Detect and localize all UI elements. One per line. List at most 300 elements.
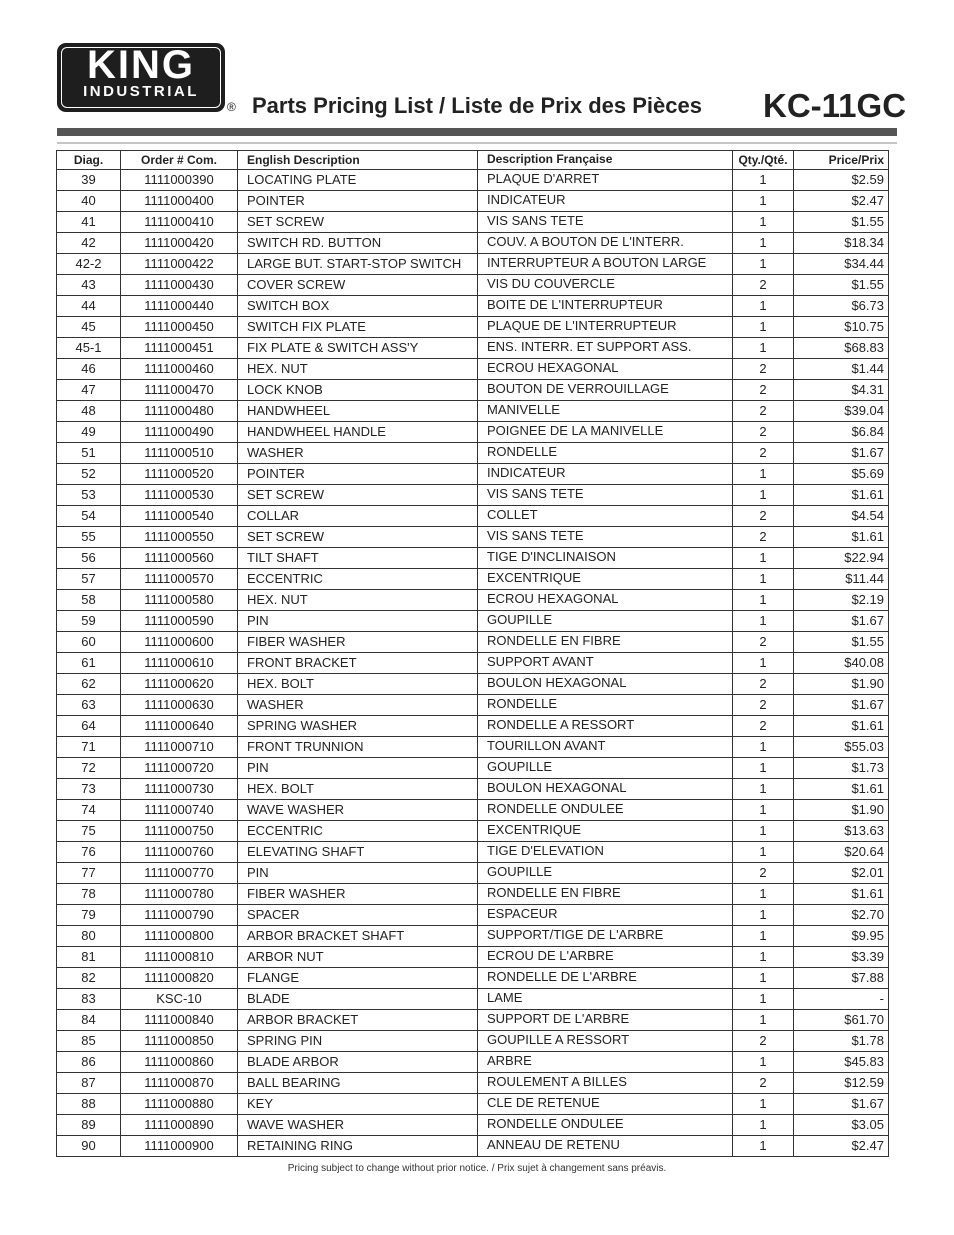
cell-french-description: INDICATEUR (478, 464, 733, 485)
cell-english-description: WAVE WASHER (238, 800, 478, 821)
cell-qty: 2 (733, 380, 794, 401)
cell-diag: 42 (57, 233, 121, 254)
cell-qty: 1 (733, 611, 794, 632)
cell-price: $1.90 (794, 800, 889, 821)
table-row (57, 464, 889, 485)
table-row (57, 569, 889, 590)
cell-diag: 39 (57, 170, 121, 191)
cell-order-number: 1111000510 (121, 443, 238, 464)
cell-order-number: 1111000490 (121, 422, 238, 443)
cell-diag: 89 (57, 1115, 121, 1136)
col-header-order: Order # Com. (121, 151, 238, 170)
cell-french-description: BOUTON DE VERROUILLAGE (478, 380, 733, 401)
cell-french-description: PLAQUE D'ARRET (478, 170, 733, 191)
table-row (57, 233, 889, 254)
cell-price: $11.44 (794, 569, 889, 590)
cell-order-number: 1111000540 (121, 506, 238, 527)
cell-price: $45.83 (794, 1052, 889, 1073)
cell-price: $2.70 (794, 905, 889, 926)
table-row (57, 1052, 889, 1073)
cell-qty: 1 (733, 884, 794, 905)
cell-order-number: 1111000580 (121, 590, 238, 611)
cell-french-description: GOUPILLE (478, 611, 733, 632)
cell-diag: 87 (57, 1073, 121, 1094)
cell-english-description: HANDWHEEL HANDLE (238, 422, 478, 443)
cell-french-description: TIGE D'ELEVATION (478, 842, 733, 863)
parts-table-body (57, 170, 889, 1157)
cell-qty: 2 (733, 1073, 794, 1094)
cell-diag: 42-2 (57, 254, 121, 275)
cell-english-description: FRONT TRUNNION (238, 737, 478, 758)
table-row (57, 380, 889, 401)
cell-price: $2.47 (794, 1136, 889, 1157)
cell-order-number: 1111000520 (121, 464, 238, 485)
cell-diag: 71 (57, 737, 121, 758)
cell-diag: 52 (57, 464, 121, 485)
cell-french-description: SUPPORT AVANT (478, 653, 733, 674)
cell-qty: 1 (733, 590, 794, 611)
cell-diag: 82 (57, 968, 121, 989)
cell-qty: 2 (733, 632, 794, 653)
col-header-price: Price/Prix (794, 151, 889, 170)
cell-diag: 44 (57, 296, 121, 317)
cell-price: $34.44 (794, 254, 889, 275)
table-row (57, 359, 889, 380)
model-number: KC-11GC (763, 87, 907, 124)
table-row (57, 842, 889, 863)
cell-french-description: ENS. INTERR. ET SUPPORT ASS. (478, 338, 733, 359)
cell-diag: 79 (57, 905, 121, 926)
cell-price: $22.94 (794, 548, 889, 569)
table-row (57, 737, 889, 758)
table-row (57, 905, 889, 926)
table-row (57, 422, 889, 443)
cell-french-description: BOITE DE L'INTERRUPTEUR (478, 296, 733, 317)
cell-qty: 1 (733, 338, 794, 359)
cell-english-description: FLANGE (238, 968, 478, 989)
cell-french-description: RONDELLE EN FIBRE (478, 884, 733, 905)
cell-french-description: TOURILLON AVANT (478, 737, 733, 758)
cell-price: $1.90 (794, 674, 889, 695)
cell-english-description: RETAINING RING (238, 1136, 478, 1157)
cell-qty: 1 (733, 842, 794, 863)
cell-price: $1.67 (794, 1094, 889, 1115)
cell-french-description: LAME (478, 989, 733, 1010)
cell-order-number: 1111000430 (121, 275, 238, 296)
cell-english-description: HEX. BOLT (238, 779, 478, 800)
cell-price: $10.75 (794, 317, 889, 338)
cell-diag: 72 (57, 758, 121, 779)
table-row (57, 212, 889, 233)
cell-diag: 74 (57, 800, 121, 821)
table-row (57, 527, 889, 548)
cell-order-number: 1111000570 (121, 569, 238, 590)
cell-diag: 86 (57, 1052, 121, 1073)
table-row (57, 863, 889, 884)
cell-diag: 81 (57, 947, 121, 968)
table-row (57, 170, 889, 191)
cell-english-description: LOCATING PLATE (238, 170, 478, 191)
cell-french-description: COLLET (478, 506, 733, 527)
cell-english-description: BLADE ARBOR (238, 1052, 478, 1073)
table-row (57, 338, 889, 359)
cell-french-description: EXCENTRIQUE (478, 821, 733, 842)
cell-price: $12.59 (794, 1073, 889, 1094)
cell-price: $1.55 (794, 212, 889, 233)
cell-order-number: 1111000780 (121, 884, 238, 905)
cell-english-description: HEX. BOLT (238, 674, 478, 695)
cell-qty: 1 (733, 548, 794, 569)
cell-qty: 1 (733, 233, 794, 254)
cell-price: $1.73 (794, 758, 889, 779)
cell-english-description: BALL BEARING (238, 1073, 478, 1094)
cell-english-description: SWITCH FIX PLATE (238, 317, 478, 338)
cell-order-number: 1111000560 (121, 548, 238, 569)
table-row (57, 1115, 889, 1136)
table-row (57, 296, 889, 317)
cell-qty: 1 (733, 296, 794, 317)
cell-french-description: RONDELLE (478, 443, 733, 464)
cell-english-description: WASHER (238, 695, 478, 716)
cell-qty: 1 (733, 905, 794, 926)
cell-french-description: RONDELLE ONDULEE (478, 800, 733, 821)
cell-qty: 2 (733, 863, 794, 884)
cell-price: - (794, 989, 889, 1010)
cell-price: $2.59 (794, 170, 889, 191)
col-header-diag: Diag. (57, 151, 121, 170)
cell-diag: 75 (57, 821, 121, 842)
table-row (57, 548, 889, 569)
cell-price: $1.44 (794, 359, 889, 380)
cell-diag: 47 (57, 380, 121, 401)
cell-diag: 90 (57, 1136, 121, 1157)
cell-diag: 49 (57, 422, 121, 443)
cell-qty: 1 (733, 191, 794, 212)
cell-qty: 2 (733, 674, 794, 695)
cell-english-description: PIN (238, 758, 478, 779)
cell-english-description: FIX PLATE & SWITCH ASS'Y (238, 338, 478, 359)
cell-diag: 41 (57, 212, 121, 233)
cell-price: $2.19 (794, 590, 889, 611)
cell-qty: 1 (733, 485, 794, 506)
cell-french-description: RONDELLE EN FIBRE (478, 632, 733, 653)
cell-english-description: HEX. NUT (238, 590, 478, 611)
cell-diag: 73 (57, 779, 121, 800)
table-row (57, 506, 889, 527)
cell-qty: 1 (733, 800, 794, 821)
cell-order-number: 1111000420 (121, 233, 238, 254)
cell-french-description: SUPPORT DE L'ARBRE (478, 1010, 733, 1031)
cell-english-description: HANDWHEEL (238, 401, 478, 422)
cell-diag: 80 (57, 926, 121, 947)
table-row (57, 443, 889, 464)
cell-price: $1.55 (794, 275, 889, 296)
table-row (57, 485, 889, 506)
cell-diag: 88 (57, 1094, 121, 1115)
cell-order-number: 1111000470 (121, 380, 238, 401)
cell-price: $1.61 (794, 716, 889, 737)
cell-english-description: ECCENTRIC (238, 569, 478, 590)
cell-diag: 57 (57, 569, 121, 590)
cell-price: $2.47 (794, 191, 889, 212)
cell-price: $6.73 (794, 296, 889, 317)
cell-price: $1.61 (794, 884, 889, 905)
cell-diag: 77 (57, 863, 121, 884)
cell-french-description: INTERRUPTEUR A BOUTON LARGE (478, 254, 733, 275)
cell-qty: 1 (733, 968, 794, 989)
cell-french-description: BOULON HEXAGONAL (478, 779, 733, 800)
cell-price: $40.08 (794, 653, 889, 674)
cell-diag: 83 (57, 989, 121, 1010)
table-row (57, 611, 889, 632)
cell-english-description: HEX. NUT (238, 359, 478, 380)
cell-price: $55.03 (794, 737, 889, 758)
cell-price: $1.78 (794, 1031, 889, 1052)
cell-order-number: 1111000450 (121, 317, 238, 338)
cell-qty: 2 (733, 401, 794, 422)
cell-diag: 48 (57, 401, 121, 422)
cell-diag: 51 (57, 443, 121, 464)
table-row (57, 317, 889, 338)
header-rule-thick (57, 128, 897, 136)
cell-order-number: 1111000790 (121, 905, 238, 926)
cell-french-description: MANIVELLE (478, 401, 733, 422)
cell-order-number: 1111000890 (121, 1115, 238, 1136)
cell-english-description: SET SCREW (238, 212, 478, 233)
cell-price: $7.88 (794, 968, 889, 989)
cell-diag: 53 (57, 485, 121, 506)
table-row (57, 926, 889, 947)
cell-qty: 2 (733, 1031, 794, 1052)
cell-qty: 1 (733, 1010, 794, 1031)
cell-french-description: VIS SANS TETE (478, 527, 733, 548)
cell-english-description: TILT SHAFT (238, 548, 478, 569)
cell-french-description: ROULEMENT A BILLES (478, 1073, 733, 1094)
cell-english-description: SWITCH RD. BUTTON (238, 233, 478, 254)
cell-price: $1.67 (794, 695, 889, 716)
cell-qty: 1 (733, 254, 794, 275)
cell-qty: 1 (733, 947, 794, 968)
table-row (57, 989, 889, 1010)
cell-order-number: 1111000460 (121, 359, 238, 380)
cell-english-description: SET SCREW (238, 527, 478, 548)
cell-french-description: ECROU HEXAGONAL (478, 590, 733, 611)
cell-diag: 40 (57, 191, 121, 212)
cell-price: $1.61 (794, 779, 889, 800)
cell-order-number: 1111000590 (121, 611, 238, 632)
cell-french-description: VIS DU COUVERCLE (478, 275, 733, 296)
cell-french-description: ECROU DE L'ARBRE (478, 947, 733, 968)
cell-order-number: 1111000440 (121, 296, 238, 317)
cell-order-number: 1111000422 (121, 254, 238, 275)
cell-price: $20.64 (794, 842, 889, 863)
cell-order-number: 1111000640 (121, 716, 238, 737)
registered-mark: ® (227, 100, 236, 114)
cell-diag: 85 (57, 1031, 121, 1052)
table-row (57, 821, 889, 842)
cell-qty: 1 (733, 821, 794, 842)
cell-order-number: 1111000620 (121, 674, 238, 695)
cell-diag: 59 (57, 611, 121, 632)
cell-order-number: 1111000530 (121, 485, 238, 506)
cell-french-description: COUV. A BOUTON DE L'INTERR. (478, 233, 733, 254)
cell-french-description: VIS SANS TETE (478, 212, 733, 233)
table-row (57, 275, 889, 296)
cell-french-description: PLAQUE DE L'INTERRUPTEUR (478, 317, 733, 338)
cell-order-number: 1111000880 (121, 1094, 238, 1115)
table-row (57, 1073, 889, 1094)
cell-qty: 1 (733, 758, 794, 779)
cell-qty: 2 (733, 443, 794, 464)
cell-diag: 64 (57, 716, 121, 737)
page-title: Parts Pricing List / Liste de Prix des Pièces (252, 93, 702, 118)
cell-order-number: 1111000451 (121, 338, 238, 359)
cell-price: $4.54 (794, 506, 889, 527)
table-row (57, 716, 889, 737)
cell-order-number: 1111000860 (121, 1052, 238, 1073)
king-industrial-logo (57, 43, 225, 112)
table-row (57, 968, 889, 989)
cell-qty: 1 (733, 1094, 794, 1115)
cell-qty: 1 (733, 569, 794, 590)
cell-qty: 1 (733, 170, 794, 191)
cell-order-number: 1111000480 (121, 401, 238, 422)
cell-order-number: 1111000800 (121, 926, 238, 947)
cell-english-description: SPACER (238, 905, 478, 926)
cell-diag: 45-1 (57, 338, 121, 359)
cell-french-description: EXCENTRIQUE (478, 569, 733, 590)
table-header-row (57, 151, 889, 170)
cell-french-description: BOULON HEXAGONAL (478, 674, 733, 695)
parts-table (56, 150, 889, 1157)
cell-price: $1.61 (794, 485, 889, 506)
cell-qty: 2 (733, 527, 794, 548)
cell-order-number: 1111000770 (121, 863, 238, 884)
table-row (57, 1031, 889, 1052)
cell-qty: 1 (733, 1052, 794, 1073)
table-row (57, 590, 889, 611)
cell-french-description: INDICATEUR (478, 191, 733, 212)
table-row (57, 884, 889, 905)
cell-diag: 78 (57, 884, 121, 905)
cell-french-description: ESPACEUR (478, 905, 733, 926)
cell-order-number: 1111000840 (121, 1010, 238, 1031)
cell-english-description: ARBOR BRACKET SHAFT (238, 926, 478, 947)
cell-english-description: WASHER (238, 443, 478, 464)
cell-diag: 43 (57, 275, 121, 296)
cell-english-description: SPRING WASHER (238, 716, 478, 737)
cell-order-number: 1111000730 (121, 779, 238, 800)
cell-diag: 55 (57, 527, 121, 548)
cell-order-number: 1111000750 (121, 821, 238, 842)
pricing-disclaimer: Pricing subject to change without prior notice. / Prix sujet à changement sans préavis. (287, 1163, 667, 1174)
cell-order-number: 1111000600 (121, 632, 238, 653)
cell-french-description: TIGE D'INCLINAISON (478, 548, 733, 569)
cell-french-description: GOUPILLE (478, 863, 733, 884)
cell-order-number: 1111000400 (121, 191, 238, 212)
cell-french-description: RONDELLE A RESSORT (478, 716, 733, 737)
cell-price: $1.61 (794, 527, 889, 548)
cell-diag: 54 (57, 506, 121, 527)
cell-french-description: GOUPILLE A RESSORT (478, 1031, 733, 1052)
col-header-qty: Qty./Qté. (733, 151, 794, 170)
cell-qty: 1 (733, 1115, 794, 1136)
cell-diag: 56 (57, 548, 121, 569)
table-row (57, 401, 889, 422)
cell-qty: 1 (733, 926, 794, 947)
cell-french-description: RONDELLE DE L'ARBRE (478, 968, 733, 989)
cell-order-number: 1111000390 (121, 170, 238, 191)
cell-english-description: LOCK KNOB (238, 380, 478, 401)
cell-order-number: 1111000760 (121, 842, 238, 863)
table-row (57, 695, 889, 716)
cell-english-description: WAVE WASHER (238, 1115, 478, 1136)
cell-qty: 1 (733, 317, 794, 338)
cell-price: $68.83 (794, 338, 889, 359)
table-row (57, 1136, 889, 1157)
logo-sub-text: INDUSTRIAL (83, 83, 199, 100)
cell-order-number: 1111000740 (121, 800, 238, 821)
cell-english-description: ELEVATING SHAFT (238, 842, 478, 863)
cell-price: $5.69 (794, 464, 889, 485)
cell-french-description: CLE DE RETENUE (478, 1094, 733, 1115)
logo-brand-text: KING (87, 43, 195, 87)
cell-english-description: POINTER (238, 464, 478, 485)
cell-qty: 2 (733, 695, 794, 716)
cell-french-description: ANNEAU DE RETENU (478, 1136, 733, 1157)
cell-price: $1.55 (794, 632, 889, 653)
table-row (57, 779, 889, 800)
cell-price: $6.84 (794, 422, 889, 443)
cell-price: $1.67 (794, 611, 889, 632)
cell-diag: 76 (57, 842, 121, 863)
table-row (57, 800, 889, 821)
cell-english-description: ARBOR BRACKET (238, 1010, 478, 1031)
cell-qty: 1 (733, 464, 794, 485)
cell-price: $18.34 (794, 233, 889, 254)
cell-order-number: 1111000410 (121, 212, 238, 233)
table-row (57, 947, 889, 968)
cell-english-description: LARGE BUT. START-STOP SWITCH (238, 254, 478, 275)
cell-english-description: ARBOR NUT (238, 947, 478, 968)
cell-price: $13.63 (794, 821, 889, 842)
cell-order-number: 1111000710 (121, 737, 238, 758)
cell-price: $3.05 (794, 1115, 889, 1136)
table-row (57, 632, 889, 653)
cell-qty: 2 (733, 275, 794, 296)
cell-french-description: ECROU HEXAGONAL (478, 359, 733, 380)
table-row (57, 1010, 889, 1031)
cell-diag: 62 (57, 674, 121, 695)
cell-english-description: SPRING PIN (238, 1031, 478, 1052)
cell-english-description: ECCENTRIC (238, 821, 478, 842)
header-rule-thin (57, 142, 897, 144)
cell-order-number: KSC-10 (121, 989, 238, 1010)
table-row (57, 674, 889, 695)
cell-diag: 45 (57, 317, 121, 338)
cell-qty: 1 (733, 737, 794, 758)
cell-diag: 58 (57, 590, 121, 611)
table-row (57, 254, 889, 275)
cell-diag: 46 (57, 359, 121, 380)
cell-order-number: 1111000900 (121, 1136, 238, 1157)
cell-price: $1.67 (794, 443, 889, 464)
cell-order-number: 1111000850 (121, 1031, 238, 1052)
cell-qty: 1 (733, 989, 794, 1010)
cell-order-number: 1111000610 (121, 653, 238, 674)
cell-english-description: COVER SCREW (238, 275, 478, 296)
cell-french-description: RONDELLE (478, 695, 733, 716)
